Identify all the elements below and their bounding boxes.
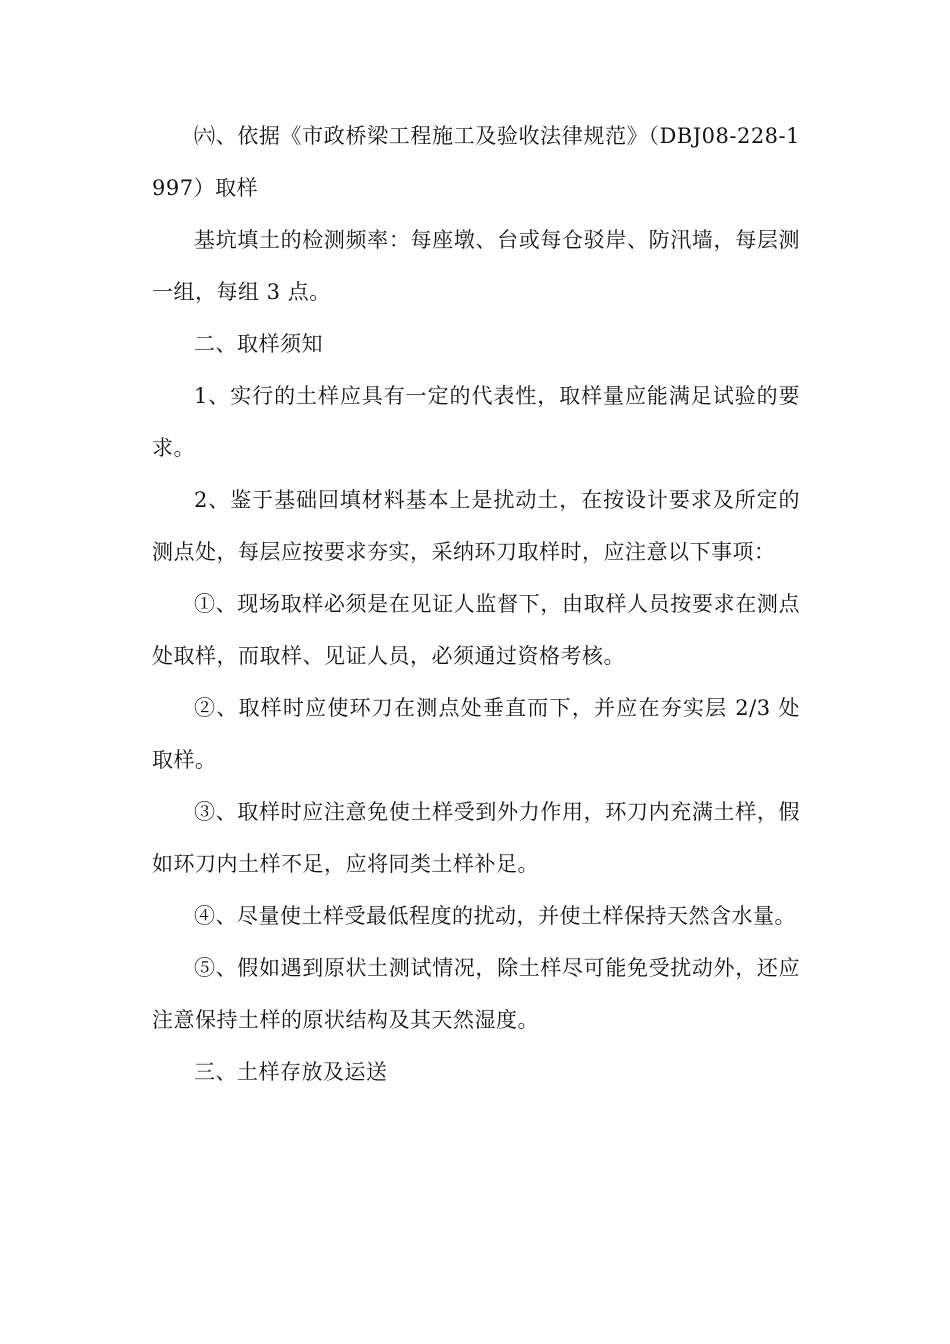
paragraph-test-frequency: 基坑填土的检测频率：每座墩、台或每仓驳岸、防汛墙，每层测一组，每组 3 点。 <box>152 228 800 304</box>
list-item-2: ②、取样时应使环刀在测点处垂直而下，并应在夯实层 2/3 处取样。 <box>152 696 800 772</box>
paragraph-basis-standard: ㈥、依据《市政桥梁工程施工及验收法律规范》（DBJ08-228-1997）取样 <box>152 124 800 200</box>
list-item-1: ①、现场取样必须是在见证人监督下，由取样人员按要求在测点处取样，而取样、见证人员，必须通过资格考核。 <box>152 592 800 668</box>
list-item-4: ④、尽量使土样受最低程度的扰动，并使土样保持天然含水量。 <box>194 904 796 928</box>
heading-storage-transport: 三、土样存放及运送 <box>194 1060 388 1084</box>
document-page <box>152 110 800 1098</box>
paragraph-note-1: 1、实行的土样应具有一定的代表性，取样量应能满足试验的要求。 <box>152 384 800 460</box>
list-item-5: ⑤、假如遇到原状土测试情况，除土样尽可能免受扰动外，还应注意保持土样的原状结构及其天然湿度。 <box>152 956 800 1032</box>
list-item-3: ③、取样时应注意免使土样受到外力作用，环刀内充满土样，假如环刀内土样不足，应将同类土样补足。 <box>152 800 800 876</box>
paragraph-note-2: 2、鉴于基础回填材料基本上是扰动土，在按设计要求及所定的测点处，每层应按要求夯实，采纳环刀取样时，应注意以下事项： <box>152 488 800 564</box>
heading-sampling-notes: 二、取样须知 <box>194 332 323 356</box>
